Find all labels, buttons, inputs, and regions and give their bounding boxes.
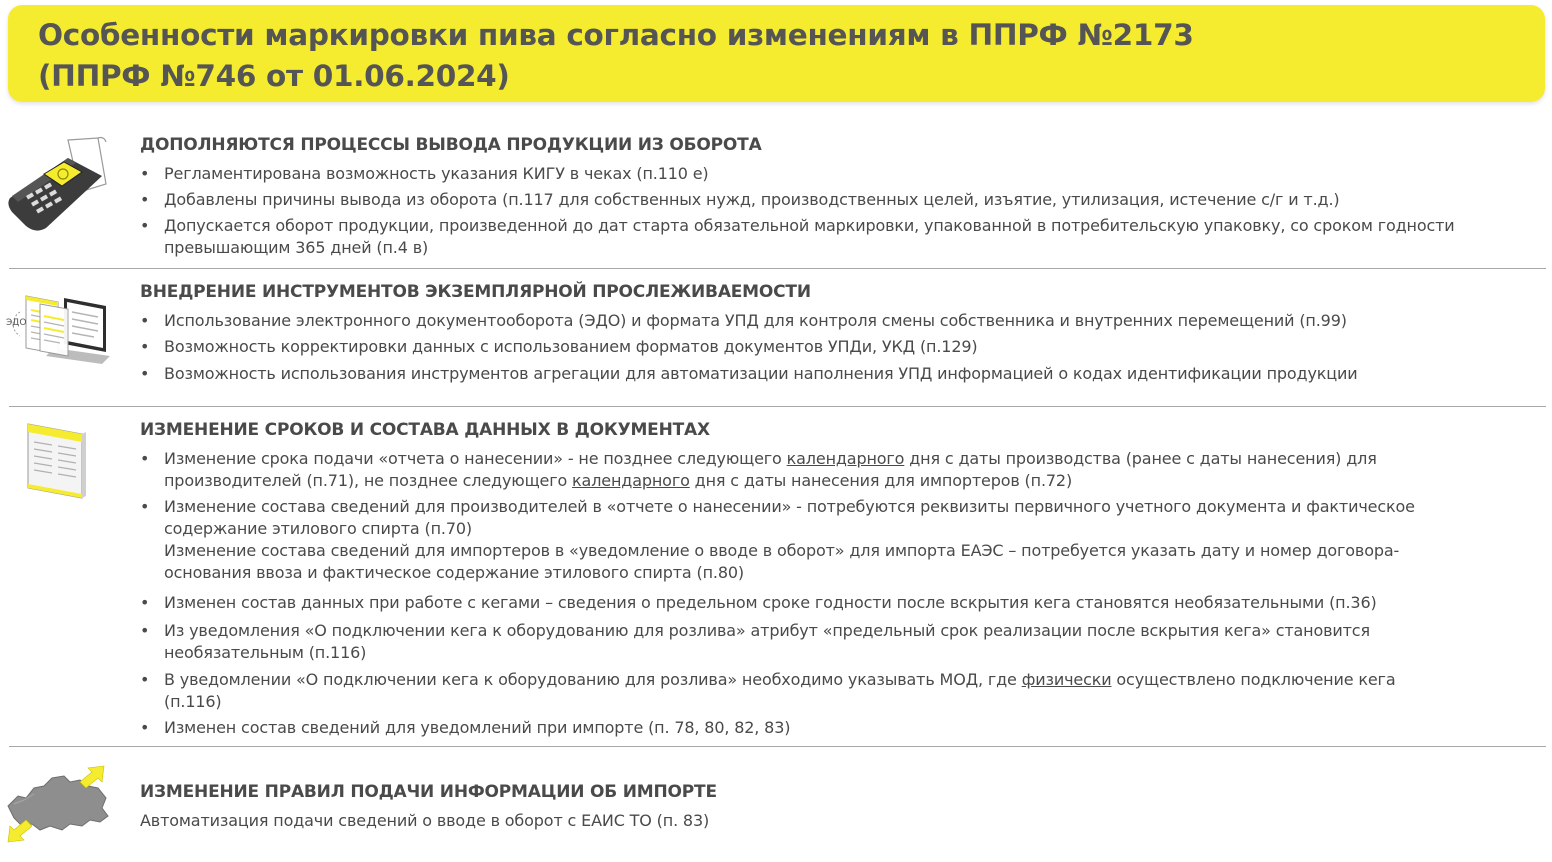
list-item: • Регламентирована возможность указания КИГУ в чеках (п.110 е) <box>140 163 1552 185</box>
section-title-traceability: ВНЕДРЕНИЕ ИНСТРУМЕНТОВ ЭКЗЕМПЛЯРНОЙ ПРОСЛЕЖИВАЕМОСТИ <box>140 282 811 302</box>
section-text-import: Автоматизация подачи сведений о вводе в оборот с ЕАИС ТО (п. 83) <box>140 811 710 830</box>
list-item: • Изменен состав данных при работе с кегами – сведения о предельном сроке годности после вскрытия кега становятся необязательными (п.36) <box>140 592 1552 614</box>
edo-label: ЭДО <box>6 318 27 328</box>
list-item: • Из уведомления «О подключении кега к оборудованию для розлива» атрибут «предельный срок реализации после вскрытия кега» становится необязательным (п.116) <box>140 620 1552 664</box>
list-item: • Возможность корректировки данных с использованием форматов документов УПДи, УКД (п.129) <box>140 336 1552 358</box>
list-item: • Допускается оборот продукции, произведенной до дат старта обязательной маркировки, упакованной в потребительскую упаковку, со сроком годности превышающим 365 дней (п.4 в) <box>140 215 1552 259</box>
page-title-line-2: (ППРФ №746 от 01.06.2024) <box>38 59 510 93</box>
document-form-icon <box>22 420 92 502</box>
section-title-documents: ИЗМЕНЕНИЕ СРОКОВ И СОСТАВА ДАННЫХ В ДОКУМЕНТАХ <box>140 420 710 440</box>
section-title-import: ИЗМЕНЕНИЕ ПРАВИЛ ПОДАЧИ ИНФОРМАЦИИ ОБ ИМПОРТЕ <box>140 782 717 802</box>
list-item: • Использование электронного документооборота (ЭДО) и формата УПД для контроля смены собственника и внутренних перемещений (п.99) <box>140 310 1552 332</box>
page-title-line-1: Особенности маркировки пива согласно изменениям в ППРФ №2173 <box>38 18 1194 52</box>
list-item: • Изменение срока подачи «отчета о нанесении» - не позднее следующего календарного дня с даты производства (ранее с даты нанесения) для производителей (п.71), не позднее следующего календарного дня с даты нанесения для импортеров (п.72) <box>140 448 1552 492</box>
section-title-withdrawal: ДОПОЛНЯЮТСЯ ПРОЦЕССЫ ВЫВОДА ПРОДУКЦИИ ИЗ ОБОРОТА <box>140 135 762 155</box>
list-item: • В уведомлении «О подключении кега к оборудованию для розлива» необходимо указывать МОД, где физически осуществлено подключение кега (п.116) <box>140 669 1552 713</box>
section-divider <box>9 746 1546 747</box>
section-divider <box>9 268 1546 269</box>
list-item: • Изменен состав сведений для уведомлений при импорте (п. 78, 80, 82, 83) <box>140 717 1552 739</box>
section-divider <box>9 406 1546 407</box>
payment-terminal-icon <box>6 136 112 234</box>
edo-documents-laptop-icon <box>6 290 112 370</box>
list-item: • Добавлены причины вывода из оборота (п.117 для собственных нужд, производственных целей, изъятие, утилизация, истечение с/г и т.д.) <box>140 189 1552 211</box>
russia-map-import-arrows-icon <box>4 764 114 844</box>
list-item: • Изменение состава сведений для производителей в «отчете о нанесении» - потребуются реквизиты первичного учетного документа и фактическое содержание этилового спирта (п.70) Изменение состава сведений для импортеров в «уведомление о вводе в оборот» для импорта ЕАЭС – потребуется указать дату и номер договора- основания ввоза и фактическое содержание этилового спирта (п.80) <box>140 496 1552 584</box>
list-item: • Возможность использования инструментов агрегации для автоматизации наполнения УПД информацией о кодах идентификации продукции <box>140 363 1552 385</box>
title-banner <box>8 5 1545 102</box>
